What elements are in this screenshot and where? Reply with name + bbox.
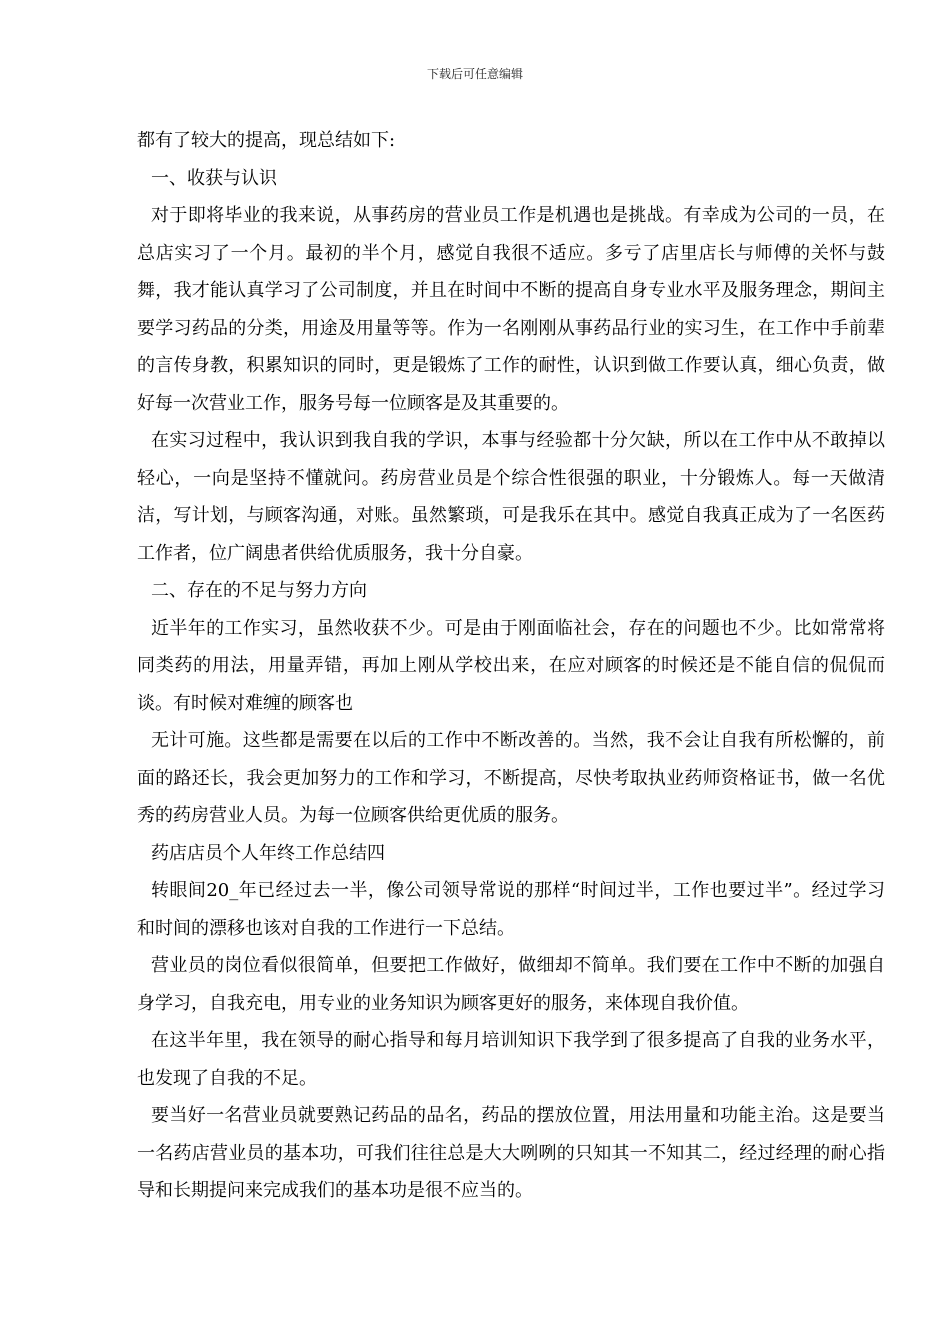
paragraph: 要当好一名营业员就要熟记药品的品名，药品的摆放位置，用法用量和功能主治。这是要当一名药店营业员的基本功，可我们往往总是大大咧咧的只知其一不知其二，经过经理的耐心指导和长期提问来完成我们的基本功是很不应当的。	[137, 1105, 885, 1201]
section-heading-gains: 一、收获与认识	[151, 167, 277, 189]
page-header: 下载后可任意编辑	[426, 67, 523, 81]
paragraph: 营业员的岗位看似很简单，但要把工作做好，做细却不简单。我们要在工作中不断的加强自身学习，自我充电，用专业的业务知识为顾客更好的服务，来体现自我价值。	[137, 955, 885, 1014]
document-body	[137, 122, 885, 1210]
section-title-summary-four: 药店店员个人年终工作总结四	[151, 842, 385, 864]
paragraph: 近半年的工作实习，虽然收获不少。可是由于刚面临社会，存在的问题也不少。比如常常将同类药的用法，用量弄错，再加上刚从学校出来，在应对顾客的时候还是不能自信的侃侃而谈。有时候对难缠的顾客也	[137, 617, 885, 714]
paragraph: 在实习过程中，我认识到我自我的学识，本事与经验都十分欠缺，所以在工作中从不敢掉以轻心，一向是坚持不懂就问。药房营业员是个综合性很强的职业，十分锻炼人。每一天做清洁，写计划，与顾客沟通，对账。虽然繁琐，可是我乐在其中。感觉自我真正成为了一名医药工作者，位广阔患者供给优质服务，我十分自豪。	[137, 430, 885, 564]
paragraph: 对于即将毕业的我来说，从事药房的营业员工作是机遇也是挑战。有幸成为公司的一员，在总店实习了一个月。最初的半个月，感觉自我很不适应。多亏了店里店长与师傅的关怀与鼓舞，我才能认真学习了公司制度，并且在时间中不断的提高自身专业水平及服务理念，期间主要学习药品的分类，用途及用量等等。作为一名刚刚从事药品行业的实习生，在工作中手前辈的言传身教，积累知识的同时，更是锻炼了工作的耐性，认识到做工作要认真，细心负责，做好每一次营业工作，服务号每一位顾客是及其重要的。	[137, 205, 885, 414]
section-heading-shortcomings: 二、存在的不足与努力方向	[151, 580, 367, 601]
paragraph: 都有了较大的提高，现总结如下:	[137, 130, 396, 151]
paragraph: 无计可施。这些都是需要在以后的工作中不断改善的。当然，我不会让自我有所松懈的，前面的路还长，我会更加努力的工作和学习，不断提高，尽快考取执业药师资格证书，做一名优秀的药房营业人员。为每一位顾客供给更优质的服务。	[137, 730, 885, 826]
paragraph: 在这半年里，我在领导的耐心指导和每月培训知识下我学到了很多提高了自我的业务水平，也发现了自我的不足。	[137, 1030, 885, 1089]
paragraph: 转眼间20_年已经过去一半，像公司领导常说的那样“时间过半，工作也要过半”。经过学习和时间的漂移也该对自我的工作进行一下总结。	[137, 880, 885, 939]
